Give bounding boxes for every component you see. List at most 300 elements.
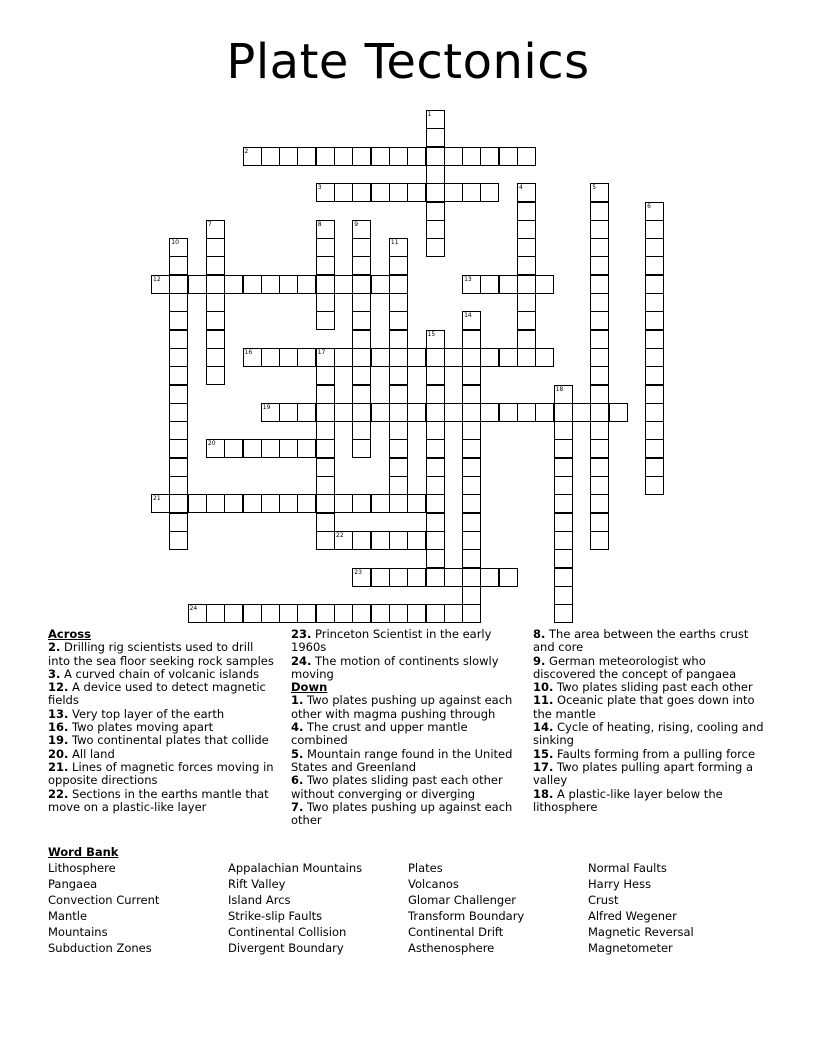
grid-cell[interactable] (389, 531, 408, 550)
grid-cell[interactable] (462, 385, 481, 404)
grid-cell[interactable] (645, 439, 664, 458)
grid-cell[interactable] (389, 348, 408, 367)
grid-cell[interactable] (426, 330, 445, 349)
grid-cell[interactable] (206, 330, 225, 349)
grid-cell[interactable] (206, 494, 225, 513)
grid-cell[interactable] (554, 476, 573, 495)
grid-cell[interactable] (224, 494, 243, 513)
grid-cell[interactable] (590, 439, 609, 458)
grid-cell[interactable] (517, 330, 536, 349)
word-bank-heading: Word Bank (48, 845, 119, 859)
grid-cell[interactable] (169, 366, 188, 385)
grid-cell[interactable] (151, 494, 170, 513)
grid-cell[interactable] (389, 183, 408, 202)
grid-cell[interactable] (517, 293, 536, 312)
grid-cell[interactable] (645, 202, 664, 221)
grid-cell[interactable] (426, 165, 445, 184)
grid-cell[interactable] (444, 348, 463, 367)
grid-cell[interactable] (590, 275, 609, 294)
grid-cell[interactable] (645, 366, 664, 385)
grid-cell[interactable] (297, 147, 316, 166)
grid-cell[interactable] (169, 531, 188, 550)
grid-cell[interactable] (352, 147, 371, 166)
grid-cell[interactable] (480, 183, 499, 202)
grid-cell[interactable] (151, 275, 170, 294)
grid-cell[interactable] (316, 403, 335, 422)
grid-cell[interactable] (426, 531, 445, 550)
clue-item-number: 8. (533, 627, 546, 641)
grid-cell[interactable] (426, 238, 445, 257)
grid-cell[interactable] (426, 220, 445, 239)
grid-cell[interactable] (352, 403, 371, 422)
grid-cell[interactable] (316, 439, 335, 458)
grid-cell[interactable] (462, 531, 481, 550)
grid-cell[interactable] (426, 348, 445, 367)
grid-cell[interactable] (316, 256, 335, 275)
grid-cell[interactable] (407, 403, 426, 422)
grid-cell[interactable] (389, 494, 408, 513)
clue-item-number: 21. (48, 759, 69, 774)
grid-cell[interactable] (224, 439, 243, 458)
grid-cell[interactable] (206, 256, 225, 275)
grid-cell[interactable] (462, 439, 481, 458)
grid-cell[interactable] (554, 513, 573, 532)
grid-cell[interactable] (279, 348, 298, 367)
grid-cell[interactable] (352, 311, 371, 330)
grid-cell[interactable] (590, 421, 609, 440)
grid-cell[interactable] (462, 147, 481, 166)
grid-cell[interactable] (169, 256, 188, 275)
grid-cell[interactable] (499, 403, 518, 422)
grid-cell[interactable] (462, 366, 481, 385)
grid-cell[interactable] (261, 348, 280, 367)
grid-cell[interactable] (407, 183, 426, 202)
grid-cell[interactable] (389, 311, 408, 330)
grid-cell[interactable] (352, 293, 371, 312)
word-bank-word: Rift Valley (228, 877, 286, 891)
grid-cell[interactable] (590, 385, 609, 404)
grid-cell[interactable] (334, 403, 353, 422)
grid-cell[interactable] (371, 531, 390, 550)
grid-cell[interactable] (224, 275, 243, 294)
grid-cell[interactable] (426, 494, 445, 513)
grid-cell[interactable] (352, 238, 371, 257)
grid-cell[interactable] (645, 311, 664, 330)
grid-cell[interactable] (645, 421, 664, 440)
grid-cell[interactable] (590, 220, 609, 239)
grid-cell[interactable] (554, 604, 573, 623)
grid-cell[interactable] (279, 147, 298, 166)
grid-cell[interactable] (499, 568, 518, 587)
grid-cell[interactable] (316, 604, 335, 623)
grid-cell[interactable] (389, 256, 408, 275)
grid-cell[interactable] (334, 183, 353, 202)
grid-cell[interactable] (499, 275, 518, 294)
grid-cell[interactable] (243, 494, 262, 513)
grid-cell[interactable] (371, 348, 390, 367)
grid-cell[interactable] (462, 348, 481, 367)
grid-cell[interactable] (206, 366, 225, 385)
grid-cell[interactable] (554, 586, 573, 605)
grid-cell[interactable] (206, 311, 225, 330)
grid-cell[interactable] (334, 147, 353, 166)
grid-cell[interactable] (590, 293, 609, 312)
grid-cell[interactable] (407, 604, 426, 623)
grid-cell[interactable] (169, 293, 188, 312)
grid-cell[interactable] (462, 403, 481, 422)
grid-cell[interactable] (462, 421, 481, 440)
word-bank-column (48, 860, 228, 956)
grid-cell[interactable] (243, 275, 262, 294)
grid-cell[interactable] (206, 604, 225, 623)
grid-cell[interactable] (407, 494, 426, 513)
grid-cell[interactable] (316, 220, 335, 239)
grid-cell[interactable] (316, 366, 335, 385)
grid-cell[interactable] (480, 403, 499, 422)
grid-cell[interactable] (206, 348, 225, 367)
grid-cell[interactable] (316, 513, 335, 532)
grid-cell[interactable] (554, 458, 573, 477)
grid-cell[interactable] (206, 439, 225, 458)
grid-cell[interactable] (279, 275, 298, 294)
grid-cell[interactable] (206, 238, 225, 257)
grid-cell[interactable] (462, 275, 481, 294)
grid-cell[interactable] (426, 366, 445, 385)
grid-cell[interactable] (371, 568, 390, 587)
grid-cell[interactable] (389, 293, 408, 312)
grid-cell[interactable] (426, 439, 445, 458)
clue-item (533, 628, 765, 655)
grid-cell[interactable] (334, 494, 353, 513)
grid-cell[interactable] (352, 183, 371, 202)
grid-cell[interactable] (261, 147, 280, 166)
grid-cell[interactable] (517, 183, 536, 202)
grid-cell[interactable] (590, 494, 609, 513)
grid-cell[interactable] (499, 147, 518, 166)
grid-cell[interactable] (352, 275, 371, 294)
grid-cell[interactable] (243, 439, 262, 458)
grid-cell[interactable] (426, 421, 445, 440)
grid-cell[interactable] (426, 385, 445, 404)
grid-cell[interactable] (462, 183, 481, 202)
grid-cell[interactable] (426, 183, 445, 202)
grid-cell[interactable] (316, 476, 335, 495)
grid-cell[interactable] (517, 220, 536, 239)
clue-item (48, 748, 276, 761)
grid-cell[interactable] (645, 220, 664, 239)
clue-item-text: Cycle of heating, rising, cooling and sinking (533, 720, 764, 748)
grid-cell[interactable] (535, 348, 554, 367)
grid-cell[interactable] (517, 403, 536, 422)
grid-cell[interactable] (426, 604, 445, 623)
grid-cell[interactable] (261, 439, 280, 458)
grid-cell[interactable] (334, 348, 353, 367)
clue-item-text: Mountain range found in the United States and Greenland (291, 746, 513, 774)
clue-item-number: 24. (291, 653, 312, 668)
grid-cell[interactable] (352, 366, 371, 385)
grid-cell[interactable] (352, 220, 371, 239)
grid-cell[interactable] (590, 513, 609, 532)
grid-cell[interactable] (352, 330, 371, 349)
grid-cell[interactable] (224, 604, 243, 623)
grid-cell[interactable] (352, 531, 371, 550)
grid-cell[interactable] (462, 568, 481, 587)
grid-cell[interactable] (535, 403, 554, 422)
grid-cell[interactable] (645, 348, 664, 367)
grid-cell[interactable] (169, 494, 188, 513)
grid-cell[interactable] (169, 439, 188, 458)
grid-cell[interactable] (261, 604, 280, 623)
grid-cell[interactable] (645, 256, 664, 275)
clue-column-3 (533, 628, 765, 814)
grid-cell[interactable] (645, 330, 664, 349)
grid-cell[interactable] (206, 275, 225, 294)
grid-cell[interactable] (261, 494, 280, 513)
grid-cell[interactable] (517, 275, 536, 294)
grid-cell[interactable] (389, 604, 408, 623)
grid-cell[interactable] (590, 366, 609, 385)
grid-cell[interactable] (480, 348, 499, 367)
grid-cell[interactable] (554, 494, 573, 513)
grid-cell[interactable] (426, 476, 445, 495)
grid-cell[interactable] (389, 568, 408, 587)
grid-cell[interactable] (389, 147, 408, 166)
grid-cell[interactable] (169, 311, 188, 330)
grid-cell[interactable] (316, 458, 335, 477)
grid-cell[interactable] (169, 458, 188, 477)
grid-cell[interactable] (426, 458, 445, 477)
grid-cell[interactable] (316, 275, 335, 294)
grid-cell[interactable] (169, 385, 188, 404)
grid-cell[interactable] (352, 568, 371, 587)
grid-cell[interactable] (535, 275, 554, 294)
grid-cell[interactable] (444, 183, 463, 202)
grid-cell[interactable] (462, 311, 481, 330)
grid-cell[interactable] (480, 275, 499, 294)
grid-cell[interactable] (352, 604, 371, 623)
grid-cell[interactable] (297, 494, 316, 513)
grid-cell[interactable] (389, 476, 408, 495)
grid-cell[interactable] (297, 348, 316, 367)
grid-cell[interactable] (316, 238, 335, 257)
grid-cell[interactable] (206, 293, 225, 312)
grid-cell[interactable] (645, 238, 664, 257)
grid-cell[interactable] (188, 604, 207, 623)
grid-cell[interactable] (371, 403, 390, 422)
grid-cell[interactable] (243, 604, 262, 623)
grid-cell[interactable] (352, 421, 371, 440)
grid-cell[interactable] (462, 458, 481, 477)
grid-cell[interactable] (499, 348, 518, 367)
grid-cell[interactable] (206, 220, 225, 239)
grid-cell[interactable] (389, 275, 408, 294)
grid-cell[interactable] (645, 385, 664, 404)
grid-cell[interactable] (590, 256, 609, 275)
grid-cell[interactable] (389, 238, 408, 257)
grid-cell[interactable] (188, 275, 207, 294)
grid-cell[interactable] (572, 403, 591, 422)
grid-cell[interactable] (169, 275, 188, 294)
grid-cell[interactable] (426, 568, 445, 587)
grid-cell[interactable] (444, 147, 463, 166)
word-bank-word: Normal Faults (588, 861, 667, 875)
grid-cell[interactable] (462, 330, 481, 349)
grid-cell[interactable] (169, 421, 188, 440)
grid-cell[interactable] (554, 403, 573, 422)
grid-cell[interactable] (334, 604, 353, 623)
grid-cell[interactable] (389, 330, 408, 349)
grid-cell[interactable] (590, 311, 609, 330)
grid-cell[interactable] (352, 494, 371, 513)
grid-cell[interactable] (334, 531, 353, 550)
grid-cell[interactable] (645, 293, 664, 312)
grid-cell[interactable] (169, 513, 188, 532)
grid-cell[interactable] (517, 256, 536, 275)
grid-cell[interactable] (462, 494, 481, 513)
grid-cell[interactable] (316, 421, 335, 440)
grid-cell[interactable] (279, 604, 298, 623)
grid-cell[interactable] (462, 549, 481, 568)
grid-cell[interactable] (554, 531, 573, 550)
grid-cell[interactable] (590, 476, 609, 495)
grid-cell[interactable] (444, 403, 463, 422)
grid-cell[interactable] (371, 275, 390, 294)
clue-item (48, 668, 276, 681)
grid-cell[interactable] (407, 531, 426, 550)
grid-cell[interactable] (517, 238, 536, 257)
grid-cell[interactable] (297, 403, 316, 422)
grid-cell[interactable] (645, 476, 664, 495)
grid-cell[interactable] (352, 385, 371, 404)
grid-cell[interactable] (517, 348, 536, 367)
grid-cell[interactable] (645, 458, 664, 477)
grid-cell[interactable] (590, 330, 609, 349)
grid-cell[interactable] (371, 147, 390, 166)
grid-cell[interactable] (554, 421, 573, 440)
grid-cell[interactable] (352, 256, 371, 275)
grid-cell[interactable] (279, 494, 298, 513)
grid-cell[interactable] (590, 183, 609, 202)
grid-cell[interactable] (389, 403, 408, 422)
grid-cell[interactable] (316, 494, 335, 513)
grid-cell[interactable] (352, 439, 371, 458)
grid-cell[interactable] (590, 202, 609, 221)
grid-cell[interactable] (371, 604, 390, 623)
grid-cell[interactable] (316, 385, 335, 404)
word-bank (48, 844, 694, 955)
grid-cell[interactable] (517, 147, 536, 166)
grid-cell[interactable] (426, 202, 445, 221)
grid-cell[interactable] (517, 202, 536, 221)
grid-cell[interactable] (261, 275, 280, 294)
grid-cell[interactable] (609, 403, 628, 422)
grid-cell[interactable] (389, 439, 408, 458)
grid-cell[interactable] (371, 183, 390, 202)
grid-cell[interactable] (297, 604, 316, 623)
grid-cell[interactable] (590, 348, 609, 367)
grid-cell[interactable] (462, 513, 481, 532)
grid-cell[interactable] (426, 403, 445, 422)
grid-cell[interactable] (243, 147, 262, 166)
grid-cell[interactable] (407, 147, 426, 166)
grid-cell[interactable] (407, 348, 426, 367)
clue-item-number: 6. (291, 773, 304, 788)
grid-cell[interactable] (590, 531, 609, 550)
grid-cell[interactable] (169, 403, 188, 422)
grid-cell[interactable] (389, 458, 408, 477)
grid-cell[interactable] (334, 275, 353, 294)
grid-cell[interactable] (462, 476, 481, 495)
grid-cell[interactable] (480, 147, 499, 166)
grid-cell[interactable] (352, 348, 371, 367)
grid-cell[interactable] (407, 568, 426, 587)
grid-cell[interactable] (389, 421, 408, 440)
grid-cell[interactable] (389, 366, 408, 385)
clue-item-number: 19. (48, 733, 69, 748)
grid-cell[interactable] (389, 385, 408, 404)
grid-cell[interactable] (444, 604, 463, 623)
grid-cell[interactable] (517, 311, 536, 330)
word-bank-column (588, 860, 768, 956)
clue-item-number: 12. (48, 680, 69, 695)
grid-cell[interactable] (426, 110, 445, 129)
grid-cell[interactable] (169, 476, 188, 495)
grid-cell[interactable] (169, 348, 188, 367)
grid-cell[interactable] (316, 348, 335, 367)
grid-cell[interactable] (590, 403, 609, 422)
word-bank-word: Mantle (48, 909, 88, 923)
grid-cell[interactable] (590, 238, 609, 257)
grid-cell[interactable] (316, 147, 335, 166)
grid-cell[interactable] (316, 531, 335, 550)
grid-cell[interactable] (554, 549, 573, 568)
grid-cell[interactable] (261, 403, 280, 422)
grid-cell[interactable] (554, 568, 573, 587)
grid-cell[interactable] (554, 385, 573, 404)
grid-cell[interactable] (371, 494, 390, 513)
clue-item (48, 681, 276, 708)
grid-cell[interactable] (297, 439, 316, 458)
grid-cell[interactable] (297, 275, 316, 294)
grid-cell[interactable] (426, 549, 445, 568)
grid-cell[interactable] (444, 568, 463, 587)
grid-cell[interactable] (316, 311, 335, 330)
grid-cell[interactable] (554, 439, 573, 458)
grid-cell[interactable] (645, 403, 664, 422)
clue-item-text: Princeton Scientist in the early 1960s (291, 627, 492, 655)
grid-cell[interactable] (169, 238, 188, 257)
clue-item-number: 13. (48, 706, 69, 721)
clue-item (533, 748, 765, 761)
grid-cell[interactable] (316, 183, 335, 202)
grid-cell[interactable] (243, 348, 262, 367)
grid-cell[interactable] (462, 604, 481, 623)
grid-cell[interactable] (462, 586, 481, 605)
grid-cell[interactable] (279, 439, 298, 458)
grid-cell[interactable] (590, 458, 609, 477)
grid-cell[interactable] (645, 275, 664, 294)
grid-cell[interactable] (426, 513, 445, 532)
clue-number: 7 (207, 220, 212, 228)
grid-cell[interactable] (316, 293, 335, 312)
grid-cell[interactable] (426, 147, 445, 166)
clue-item-text: Faults forming from a pulling force (553, 746, 756, 761)
grid-cell[interactable] (188, 494, 207, 513)
grid-cell[interactable] (480, 568, 499, 587)
grid-cell[interactable] (279, 403, 298, 422)
grid-cell[interactable] (169, 330, 188, 349)
grid-cell[interactable] (426, 128, 445, 147)
